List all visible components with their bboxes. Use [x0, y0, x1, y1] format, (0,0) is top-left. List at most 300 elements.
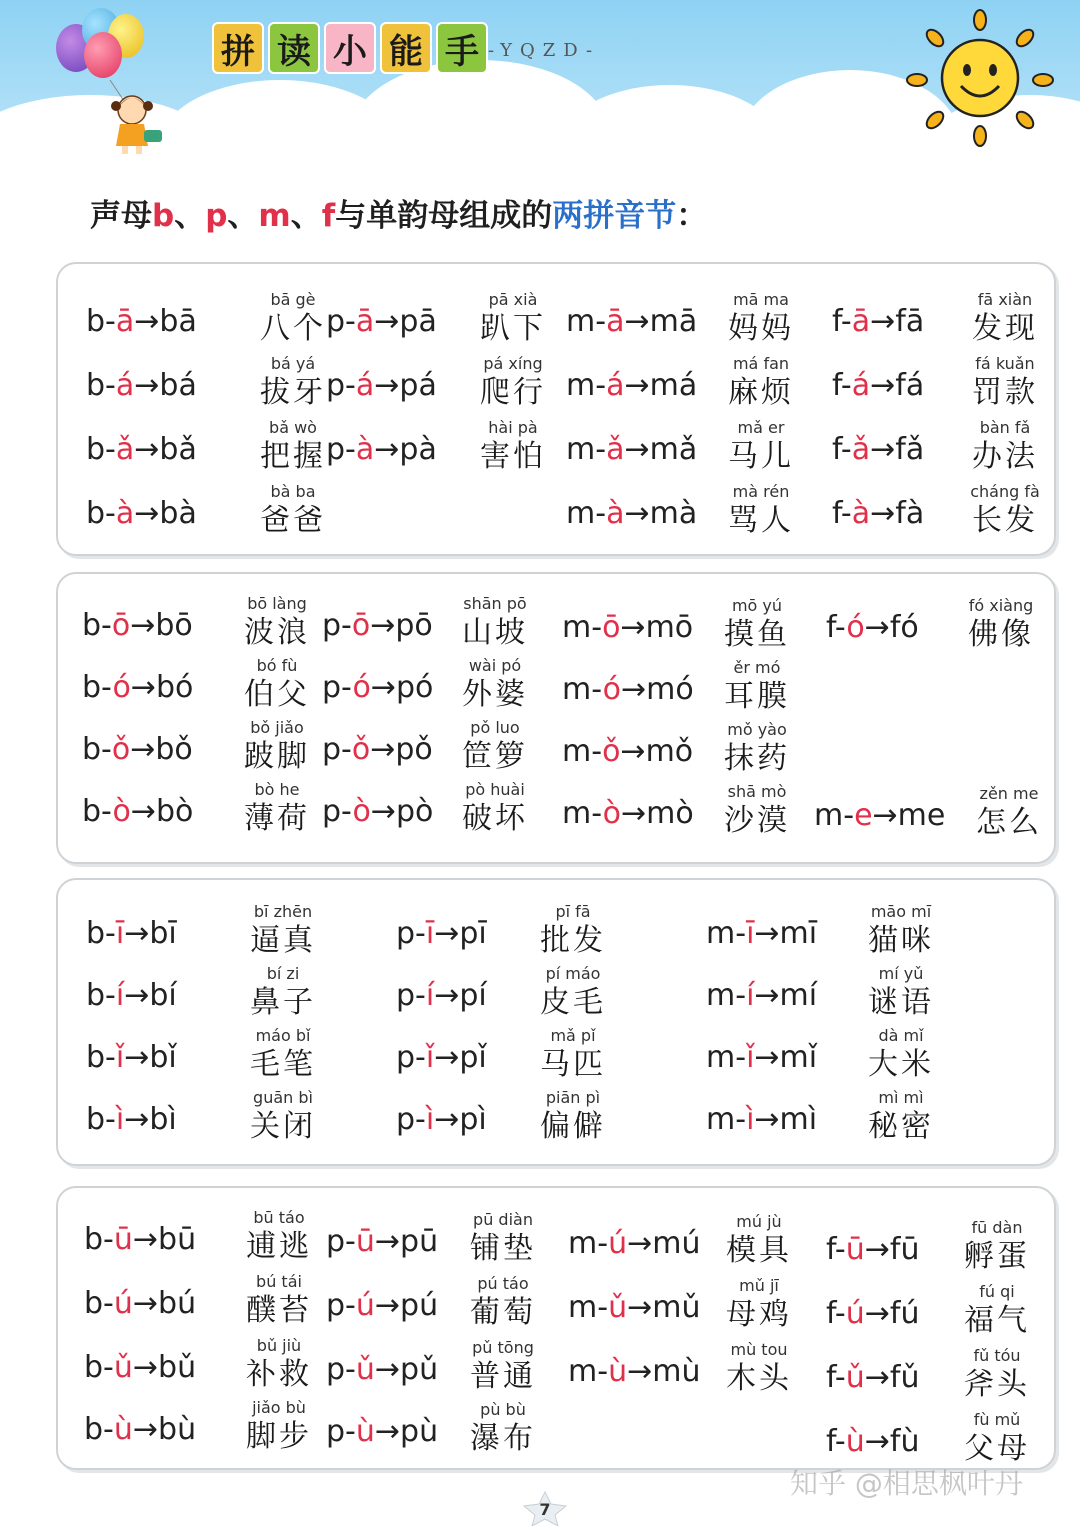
word-hanzi: 拔牙: [260, 375, 326, 410]
syllable-consonant: p: [326, 304, 346, 339]
syllable-consonant: b: [84, 1286, 104, 1321]
syllable-arrow: →: [434, 916, 460, 951]
example-word: [856, 1026, 946, 1084]
word-hanzi: 瀑布: [470, 1421, 536, 1456]
syllable-result: pā: [399, 304, 437, 339]
syllable-consonant: f: [826, 1360, 835, 1395]
syllable-formula: [326, 1352, 438, 1387]
syllable-consonant: b: [86, 978, 106, 1013]
syllable-vowel: ǒ: [602, 734, 621, 769]
syllable-formula: [832, 496, 924, 531]
syllable-consonant: p: [322, 670, 342, 705]
syllable-dash: -: [345, 1224, 356, 1259]
syllable-entry: [826, 1218, 1047, 1280]
word-hanzi: 模具: [726, 1233, 792, 1268]
syllable-dash: -: [105, 978, 116, 1013]
syllable-arrow: →: [370, 794, 396, 829]
syllable-consonant: m: [566, 432, 596, 467]
word-pinyin: mō yú: [731, 596, 783, 615]
word-hanzi: 脚步: [246, 1419, 312, 1454]
word-hanzi: 办法: [972, 439, 1038, 474]
syllable-entry: [706, 1088, 951, 1150]
syllable-consonant: p: [396, 978, 416, 1013]
syllable-arrow: →: [864, 610, 890, 645]
word-pinyin: bū táo: [253, 1208, 305, 1227]
syllable-result: mǎ: [649, 432, 698, 467]
syllable-consonant: p: [326, 1224, 346, 1259]
syllable-vowel: ǔ: [845, 1360, 865, 1395]
syllable-entry: [326, 1400, 553, 1462]
syllable-result: fū: [889, 1232, 920, 1267]
word-pinyin: mā ma: [733, 290, 789, 309]
syllable-entry: [86, 1026, 333, 1088]
syllable-vowel: ó: [602, 672, 621, 707]
example-word: [960, 354, 1050, 412]
syllable-vowel: í: [115, 978, 125, 1013]
word-hanzi: 害怕: [480, 439, 546, 474]
syllable-arrow: →: [130, 794, 156, 829]
syllable-formula: [832, 368, 924, 403]
syllable-dash: -: [345, 1288, 356, 1323]
word-hanzi: 波浪: [244, 615, 310, 650]
word-hanzi: 关闭: [250, 1109, 316, 1144]
syllable-vowel: á: [115, 368, 135, 403]
syllable-formula: [568, 1290, 700, 1325]
example-word: [528, 1026, 618, 1084]
syllable-vowel: ù: [608, 1354, 628, 1389]
syllable-dash: -: [840, 368, 852, 403]
word-hanzi: 伯父: [244, 677, 310, 712]
syllable-dash: -: [415, 978, 426, 1013]
syllable-result: mǒ: [645, 734, 694, 769]
series-code: -YQZD-: [488, 40, 601, 61]
syllable-result: fà: [895, 496, 925, 531]
word-pinyin: mù tou: [730, 1340, 788, 1359]
syllable-formula: [566, 304, 697, 339]
syllable-consonant: b: [82, 670, 102, 705]
syllable-formula: [832, 432, 924, 467]
word-hanzi: 马儿: [728, 439, 794, 474]
word-pinyin: māo mī: [870, 902, 932, 921]
syllable-dash: -: [101, 794, 113, 829]
word-hanzi: 把握: [260, 439, 326, 474]
watermark: 知乎 @相思枫叶丹: [790, 1467, 1023, 1500]
example-word: [468, 418, 558, 476]
syllable-consonant: f: [826, 1424, 835, 1459]
syllable-vowel: ó: [352, 670, 371, 705]
syllable-result: bà: [159, 496, 197, 531]
word-hanzi: 毛笔: [250, 1047, 316, 1082]
word-hanzi: 山坡: [462, 615, 528, 650]
syllable-dash: -: [591, 734, 603, 769]
syllable-entry: [566, 482, 811, 544]
word-hanzi: 罚款: [972, 375, 1038, 410]
syllable-arrow: →: [627, 1226, 653, 1261]
syllable-result: pà: [399, 432, 437, 467]
syllable-dash: -: [735, 1040, 747, 1075]
syllable-entry: [82, 594, 327, 656]
syllable-vowel: ǔ: [113, 1350, 133, 1385]
syllable-result: má: [649, 368, 698, 403]
word-hanzi: 麻烦: [728, 375, 794, 410]
syllable-formula: [566, 368, 697, 403]
syllable-entry: [706, 1026, 951, 1088]
syllable-result: pǔ: [400, 1352, 439, 1387]
syllable-consonant: p: [326, 432, 346, 467]
syllable-result: bǐ: [149, 1040, 177, 1075]
syllable-dash: -: [840, 496, 852, 531]
word-hanzi: 鼻子: [250, 985, 316, 1020]
word-pinyin: fú qi: [979, 1282, 1015, 1301]
example-word: [712, 596, 802, 654]
syllable-arrow: →: [374, 1288, 401, 1323]
syllable-dash: -: [105, 304, 116, 339]
syllable-dash: -: [834, 1360, 846, 1395]
syllable-consonant: p: [326, 1414, 346, 1449]
syllable-result: pū: [400, 1224, 439, 1259]
syllable-result: pì: [459, 1102, 487, 1137]
syllable-entry: [82, 718, 327, 780]
word-hanzi: 爬行: [480, 375, 546, 410]
syllable-result: pī: [459, 916, 487, 951]
syllable-vowel: ó: [112, 670, 131, 705]
syllable-arrow: →: [132, 1350, 159, 1385]
page-title: [212, 22, 488, 74]
syllable-entry: [86, 1088, 333, 1150]
word-pinyin: pá xíng: [483, 354, 543, 373]
syllable-arrow: →: [870, 368, 896, 403]
word-pinyin: jiǎo bù: [252, 1398, 306, 1417]
example-word: [248, 290, 338, 348]
syllable-formula: [82, 608, 193, 643]
syllable-dash: -: [345, 1352, 356, 1387]
syllable-arrow: →: [374, 368, 400, 403]
syllable-result: fá: [895, 368, 925, 403]
syllable-entry: [566, 354, 811, 416]
example-word: [238, 964, 328, 1022]
word-pinyin: bò he: [254, 780, 300, 799]
syllable-result: mī: [779, 916, 818, 951]
syllable-dash: -: [345, 304, 356, 339]
syllable-formula: [706, 1040, 817, 1075]
syllable-arrow: →: [627, 1290, 653, 1325]
syllable-entry: [84, 1398, 329, 1460]
syllable-result: pù: [400, 1414, 439, 1449]
syllable-result: pò: [395, 794, 434, 829]
word-pinyin: guān bì: [253, 1088, 313, 1107]
syllable-result: fǔ: [889, 1360, 920, 1395]
syllable-arrow: →: [370, 670, 396, 705]
syllable-result: mà: [649, 496, 698, 531]
syllable-dash: -: [105, 1040, 116, 1075]
syllable-consonant: f: [832, 368, 841, 403]
syllable-result: bá: [159, 368, 197, 403]
syllable-arrow: →: [374, 1352, 401, 1387]
syllable-arrow: →: [130, 608, 156, 643]
syllable-arrow: →: [374, 1224, 401, 1259]
word-hanzi: 铺垫: [470, 1231, 536, 1266]
syllable-formula: [826, 1296, 919, 1331]
syllable-result: bì: [149, 1102, 177, 1137]
word-pinyin: máo bǐ: [255, 1026, 311, 1045]
syllable-formula: [82, 732, 193, 767]
word-pinyin: pú táo: [477, 1274, 529, 1293]
syllable-consonant: b: [82, 794, 102, 829]
word-hanzi: 秘密: [868, 1109, 934, 1144]
syllable-formula: [396, 1040, 487, 1075]
syllable-vowel: ō: [111, 608, 131, 643]
syllable-entry: [322, 780, 545, 842]
syllable-arrow: →: [624, 304, 650, 339]
example-word: [232, 656, 322, 714]
syllable-formula: [562, 610, 693, 645]
example-word: [232, 718, 322, 776]
syllable-consonant: m: [562, 796, 592, 831]
syllable-arrow: →: [754, 1040, 780, 1075]
syllable-formula: [814, 798, 945, 833]
syllable-vowel: ī: [746, 916, 755, 951]
example-word: [458, 1400, 548, 1458]
syllable-formula: [562, 796, 694, 831]
syllable-arrow: →: [434, 1040, 460, 1075]
syllable-consonant: b: [86, 304, 106, 339]
syllable-arrow: →: [620, 796, 647, 831]
syllable-vowel: e: [854, 798, 873, 833]
word-hanzi: 醭苔: [246, 1293, 312, 1328]
syllable-dash: -: [105, 916, 116, 951]
syllable-vowel: ū: [845, 1232, 865, 1267]
syllable-dash: -: [415, 1102, 426, 1137]
syllable-result: bú: [158, 1286, 197, 1321]
word-pinyin: pū diàn: [473, 1210, 533, 1229]
syllable-entry: [562, 596, 807, 658]
word-hanzi: 补救: [246, 1357, 312, 1392]
syllable-arrow: →: [124, 1102, 150, 1137]
word-pinyin: pò huài: [465, 780, 525, 799]
syllable-arrow: →: [130, 670, 156, 705]
syllable-dash: -: [103, 1412, 114, 1447]
syllable-entry: [568, 1276, 809, 1338]
example-word: [468, 354, 558, 412]
syllable-result: fó: [889, 610, 919, 645]
syllable-result: mǐ: [779, 1040, 818, 1075]
example-word: [450, 718, 540, 776]
syllable-arrow: →: [374, 432, 400, 467]
syllable-dash: -: [840, 304, 852, 339]
syllable-entry: [568, 1212, 809, 1274]
syllable-formula: [86, 1040, 177, 1075]
syllable-arrow: →: [370, 732, 396, 767]
title-char: 手: [436, 22, 488, 74]
example-word: [716, 482, 806, 540]
syllable-formula: [322, 670, 433, 705]
syllable-result: bó: [155, 670, 194, 705]
example-word: [234, 1272, 324, 1330]
syllable-consonant: b: [82, 732, 102, 767]
syllable-consonant: b: [84, 1350, 104, 1385]
syllable-formula: [84, 1412, 196, 1447]
syllable-arrow: →: [627, 1354, 653, 1389]
syllable-formula: [562, 734, 693, 769]
syllable-formula: [82, 794, 193, 829]
syllable-result: mú: [652, 1226, 701, 1261]
syllable-arrow: →: [754, 1102, 780, 1137]
syllable-vowel: á: [851, 368, 871, 403]
syllable-arrow: →: [620, 610, 646, 645]
word-hanzi: 猫咪: [868, 923, 934, 958]
word-hanzi: 沙漠: [724, 803, 790, 838]
syllable-formula: [706, 978, 817, 1013]
example-word: [952, 1282, 1042, 1340]
syllable-arrow: →: [132, 1412, 159, 1447]
syllable-dash: -: [834, 1232, 846, 1267]
syllable-formula: [568, 1354, 700, 1389]
syllable-vowel: ú: [608, 1226, 628, 1261]
syllable-arrow: →: [134, 304, 160, 339]
syllable-consonant: p: [396, 916, 416, 951]
syllable-result: pí: [459, 978, 487, 1013]
word-pinyin: bí zi: [266, 964, 300, 983]
word-hanzi: 抹药: [724, 741, 790, 776]
example-word: [450, 656, 540, 714]
syllable-formula: [826, 1232, 919, 1267]
word-pinyin: bā gè: [270, 290, 316, 309]
syllable-entry: [568, 1340, 809, 1402]
syllable-entry: [706, 902, 951, 964]
syllable-vowel: ō: [351, 608, 371, 643]
syllable-entry: [326, 1274, 553, 1336]
syllable-vowel: ō: [602, 610, 621, 645]
syllable-result: mò: [646, 796, 694, 831]
example-word: [468, 290, 558, 348]
syllable-dash: -: [591, 796, 603, 831]
syllable-entry: [562, 782, 807, 844]
syllable-dash: -: [595, 368, 607, 403]
syllable-arrow: →: [864, 1360, 890, 1395]
syllable-consonant: b: [86, 496, 106, 531]
syllable-entry: [86, 902, 333, 964]
example-word: [856, 1088, 946, 1146]
syllable-consonant: p: [322, 608, 342, 643]
word-pinyin: mí yǔ: [878, 964, 924, 983]
syllable-consonant: f: [832, 496, 841, 531]
syllable-consonant: p: [326, 1352, 346, 1387]
example-word: [238, 1026, 328, 1084]
word-pinyin: mǎ er: [737, 418, 785, 437]
syllable-formula: [326, 304, 437, 339]
word-hanzi: 破坏: [462, 801, 528, 836]
word-hanzi: 外婆: [462, 677, 528, 712]
syllable-vowel: à: [115, 496, 135, 531]
syllable-formula: [322, 608, 433, 643]
syllable-entry: [322, 656, 545, 718]
syllable-result: fā: [895, 304, 925, 339]
syllable-result: me: [897, 798, 946, 833]
syllable-consonant: m: [566, 368, 596, 403]
syllable-entry: [396, 964, 623, 1026]
syllable-dash: -: [341, 794, 353, 829]
word-hanzi: 摸鱼: [724, 617, 790, 652]
syllable-consonant: m: [568, 1354, 598, 1389]
example-word: [960, 418, 1050, 476]
syllable-formula: [86, 432, 197, 467]
syllable-vowel: ǐ: [746, 1040, 755, 1075]
syllable-dash: -: [597, 1226, 609, 1261]
syllable-result: mì: [779, 1102, 818, 1137]
word-pinyin: dà mǐ: [878, 1026, 924, 1045]
example-word: [458, 1274, 548, 1332]
syllable-arrow: →: [624, 368, 650, 403]
syllable-vowel: ā: [851, 304, 871, 339]
syllable-entry: [82, 780, 327, 842]
syllable-dash: -: [345, 1414, 356, 1449]
word-hanzi: 逋逃: [246, 1229, 312, 1264]
syllable-formula: [396, 1102, 487, 1137]
syllable-consonant: p: [326, 368, 346, 403]
syllable-consonant: p: [322, 732, 342, 767]
word-pinyin: cháng fà: [970, 482, 1040, 501]
word-hanzi: 趴下: [480, 311, 546, 346]
word-pinyin: mǒ yào: [727, 720, 787, 739]
word-hanzi: 怎么: [976, 805, 1042, 840]
page-number: 7: [520, 1490, 570, 1526]
syllable-arrow: →: [134, 496, 160, 531]
word-pinyin: bǎ wò: [269, 418, 317, 437]
example-word: [960, 482, 1050, 540]
syllable-entry: [706, 964, 951, 1026]
syllable-consonant: b: [86, 368, 106, 403]
syllable-dash: -: [834, 1424, 846, 1459]
syllable-vowel: ó: [846, 610, 865, 645]
syllable-consonant: m: [562, 610, 592, 645]
syllable-result: mí: [779, 978, 818, 1013]
syllable-arrow: →: [134, 368, 160, 403]
example-word: [952, 1410, 1042, 1468]
syllable-arrow: →: [864, 1296, 890, 1331]
word-pinyin: bō làng: [247, 594, 307, 613]
syllable-consonant: m: [568, 1290, 598, 1325]
syllable-dash: -: [595, 496, 607, 531]
syllable-formula: [84, 1286, 196, 1321]
syllable-dash: -: [415, 1040, 426, 1075]
example-word: [712, 720, 802, 778]
syllable-dash: -: [345, 432, 356, 467]
syllable-result: mó: [646, 672, 694, 707]
syllable-arrow: →: [872, 798, 898, 833]
syllable-formula: [84, 1350, 196, 1385]
syllable-vowel: ǐ: [115, 1040, 125, 1075]
syllable-consonant: f: [826, 610, 835, 645]
syllable-dash: -: [735, 978, 747, 1013]
syllable-arrow: →: [374, 304, 400, 339]
word-hanzi: 偏僻: [540, 1109, 606, 1144]
syllable-dash: -: [103, 1350, 114, 1385]
word-pinyin: bú tái: [256, 1272, 302, 1291]
section-box-o: [56, 572, 1056, 864]
word-pinyin: bó fù: [256, 656, 298, 675]
syllable-formula: [706, 916, 817, 951]
word-hanzi: 佛像: [968, 617, 1034, 652]
word-hanzi: 母鸡: [726, 1297, 792, 1332]
syllable-entry: [566, 418, 811, 480]
example-word: [248, 418, 338, 476]
syllable-arrow: →: [134, 432, 160, 467]
syllable-formula: [396, 916, 487, 951]
example-word: [952, 1346, 1042, 1404]
syllable-consonant: b: [82, 608, 102, 643]
word-hanzi: 马匹: [540, 1047, 606, 1082]
syllable-dash: -: [105, 1102, 116, 1137]
